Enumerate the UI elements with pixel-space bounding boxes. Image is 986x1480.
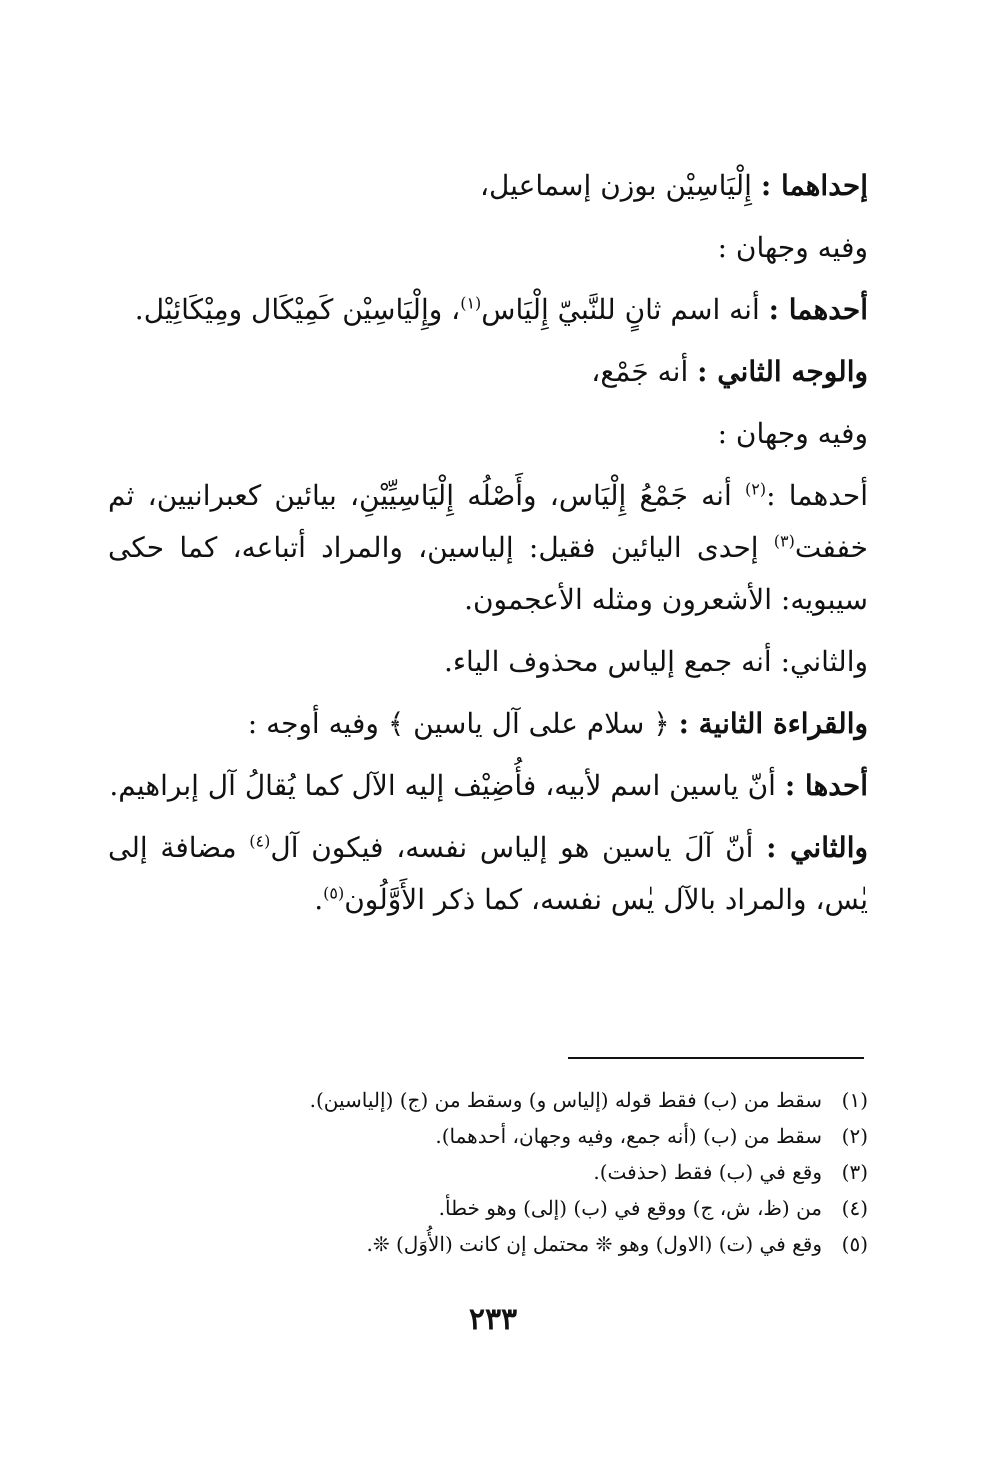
paragraph-heading: والثاني : [766, 831, 869, 864]
footnote-number: (٢) [841, 1124, 868, 1148]
footnote-text: من (ظ، ش، ج) ووقع في (ب) (إلى) وهو خطأ. [438, 1196, 822, 1220]
footnote-marker[interactable]: (٥) [323, 883, 345, 903]
paragraph [108, 284, 868, 336]
footnote-text: وقع في (ب) فقط (حذفت). [593, 1160, 822, 1184]
footnote-number: (١) [841, 1088, 868, 1112]
main-text [108, 160, 868, 936]
footnote-text: وقع في (ت) (الاول) وهو ❊ محتمل إن كانت (الأُوَل) ❊. [366, 1232, 822, 1256]
paragraph-text: والثاني: أنه جمع إلياس محذوف الياء. [443, 645, 868, 678]
footnote-marker[interactable]: (٤) [249, 831, 271, 851]
footnote-number: (٥) [841, 1232, 868, 1256]
footnote-text: سقط من (ب) فقط قوله (إلياس و) وسقط من (ج) (إلياسين). [309, 1088, 822, 1112]
footnote-marker[interactable]: (٣) [773, 531, 795, 551]
paragraph-text: أنّ ياسين اسم لأبيه، فأُضِيْف إليه الآل كما يُقالُ آل إبراهيم. [109, 769, 785, 802]
footnote-number: (٣) [841, 1160, 868, 1184]
paragraph [108, 698, 868, 750]
footnote [108, 1190, 868, 1226]
paragraph-text: أنه اسم ثانٍ للنَّبيّ إِلْيَاس [481, 293, 769, 326]
quran-quote: ﴿ سلام على آل ياسين ﴾ وفيه أوجه : [247, 707, 679, 740]
paragraph-text-continued: مضافة إلى يٰس، والمراد بالآل يٰس نفسه، كما ذكر الأَوَّلُون [108, 831, 868, 916]
footnote-marker[interactable]: (١) [460, 293, 482, 313]
paragraph-heading: إحداهما : [760, 169, 868, 202]
paragraph-heading: أحدهما : [768, 293, 868, 326]
paragraph-text-continued: أنه جَمْعُ إِلْيَاس، وأَصْلُه إِلْيَاسِيِّيْنِ، بيائين كعبرانيين، ثم خففت [108, 479, 868, 564]
footnote-marker[interactable]: (٢) [744, 479, 767, 499]
footnote-separator [568, 1057, 864, 1059]
paragraph-heading: أحدها : [784, 769, 868, 802]
footnote [108, 1082, 868, 1118]
paragraph [108, 822, 868, 926]
footnote-text: سقط من (ب) (أنه جمع، وفيه وجهان، أحدهما). [435, 1124, 822, 1148]
paragraph-text: وفيه وجهان : [717, 417, 868, 450]
paragraph-text-continued: . [314, 883, 324, 916]
paragraph [108, 408, 868, 460]
footnote-number: (٤) [841, 1196, 868, 1220]
footnote [108, 1226, 868, 1262]
footnote [108, 1118, 868, 1154]
footnotes [108, 1082, 868, 1262]
paragraph-heading: والوجه الثاني : [697, 355, 868, 388]
paragraph-text: أنه جَمْع، [591, 355, 698, 388]
paragraph [108, 636, 868, 688]
paragraph-heading: والقراءة الثانية : [678, 707, 868, 740]
paragraph [108, 346, 868, 398]
paragraph-text-continued: إحدى اليائين فقيل: إلياسين، والمراد أتباعه، كما حكى سيبويه: الأشعرون ومثله الأعجمون. [108, 531, 868, 616]
paragraph-text: إِلْيَاسِيْن بوزن إسماعيل، [479, 169, 761, 202]
paragraph-text: وفيه وجهان : [717, 231, 868, 264]
footnote [108, 1154, 868, 1190]
paragraph-text: أنّ آلَ ياسين هو إلياس نفسه، فيكون آل [270, 831, 767, 864]
paragraph [108, 470, 868, 626]
paragraph-text-continued: ، وإِلْيَاسِيْن كَمِيْكَال ومِيْكَائِيْل. [134, 293, 461, 326]
paragraph-text: أحدهما : [766, 479, 868, 512]
page-number: ٢٣٣ [468, 1302, 518, 1337]
paragraph [108, 222, 868, 274]
paragraph [108, 160, 868, 212]
paragraph [108, 760, 868, 812]
